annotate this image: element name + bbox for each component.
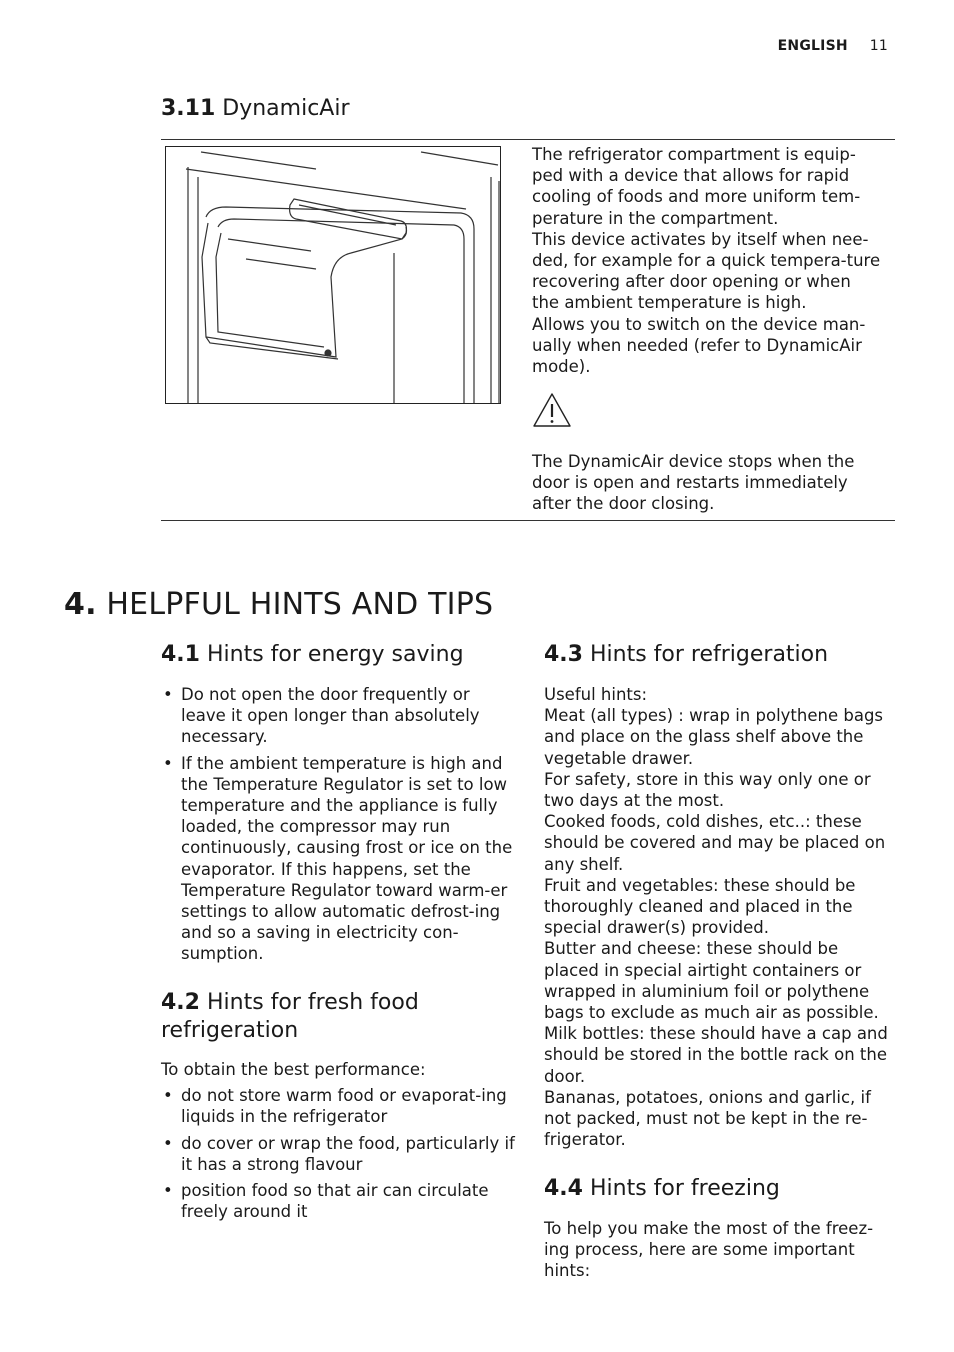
- paragraph: Bananas, potatoes, onions and garlic, if not packed, must not be kept in the re-frigerator.: [544, 1087, 871, 1150]
- paragraph: Milk bottles: these should have a cap and should be stored in the bottle rack on the door.: [544, 1024, 888, 1086]
- section-4-1-heading: [161, 642, 464, 667]
- dynamicair-device-illustration: [165, 146, 501, 404]
- list-item: • do cover or wrap the food, particularly if it has a strong flavour: [161, 1133, 516, 1175]
- paragraph: Cooked foods, cold dishes, etc..: these should be covered and may be placed on any shelf.: [544, 812, 886, 874]
- paragraph: This device activates by itself when nee-ded, for example for a quick tempera-ture recovering after door opening or when the ambient temperature is high.: [532, 229, 881, 313]
- paragraph: Fruit and vegetables: these should be thoroughly cleaned and placed in the special drawer(s) provided.: [544, 875, 856, 938]
- paragraph: Allows you to switch on the device man-ually when needed (refer to DynamicAir mode).: [532, 314, 866, 377]
- section-title: Hints for refrigeration: [589, 642, 829, 667]
- section-number: 4.2: [161, 990, 200, 1015]
- section-title: DynamicAir: [222, 96, 350, 121]
- section-title: Hints for fresh food refrigeration: [161, 990, 419, 1043]
- paragraph: Butter and cheese: these should be placed in special airtight containers or wrapped in aluminium foil or polythene bags to exclude as much air as possible.: [544, 939, 879, 1023]
- section-number: 4.4: [544, 1176, 583, 1201]
- header-language: ENGLISH: [777, 38, 848, 54]
- chapter-title: HELPFUL HINTS AND TIPS: [106, 587, 494, 622]
- section-3-11-heading: [161, 96, 350, 121]
- chapter-number: 4.: [64, 587, 97, 622]
- section-number: 3.11: [161, 96, 216, 121]
- section-3-11-description: [532, 144, 882, 377]
- section-4-4-body: To help you make the most of the freez-ing process, here are some important hints:: [544, 1219, 874, 1281]
- page-number: 11: [869, 38, 888, 54]
- section-4-1-body: [161, 684, 516, 970]
- paragraph: The refrigerator compartment is equip-ped with a device that allows for rapid cooling of foods and more uniform tem-perature in the compartment.: [532, 145, 861, 228]
- section-number: 4.1: [161, 642, 200, 667]
- chapter-heading: [64, 587, 493, 622]
- paragraph: Useful hints:: [544, 685, 648, 704]
- section-bottom-rule: [161, 520, 895, 521]
- section-4-4-heading: [544, 1176, 780, 1201]
- warning-text: The DynamicAir device stops when the door is open and restarts immediately after the door closing.: [532, 452, 855, 514]
- paragraph: Meat (all types) : wrap in polythene bags and place on the glass shelf above the vegetable drawer.: [544, 706, 884, 768]
- section-number: 4.3: [544, 642, 583, 667]
- section-title: Hints for energy saving: [206, 642, 464, 667]
- list-item: • Do not open the door frequently or leave it open longer than absolutely necessary.: [161, 684, 516, 748]
- section-title: Hints for freezing: [589, 1176, 780, 1201]
- section-4-3-body: [544, 684, 894, 1150]
- warning-triangle-icon: [532, 392, 572, 428]
- list-item: • do not store warm food or evaporat-ing liquids in the refrigerator: [161, 1085, 516, 1127]
- list-item: • If the ambient temperature is high and the Temperature Regulator is set to low temperature and the appliance is fully loaded, the compressor may run continuously, causing frost or ice on the evaporator. If this happens, set the Temperature Regulator toward warm-er settings to allow automatic defrost-ing and so a saving in electricity con-sumption.: [161, 753, 516, 965]
- section-4-2-heading: [161, 989, 491, 1045]
- intro-text: To obtain the best performance:: [161, 1060, 426, 1079]
- section-4-3-heading: [544, 642, 828, 667]
- paragraph: For safety, store in this way only one or two days at the most.: [544, 769, 871, 811]
- list-item: • position food so that air can circulate freely around it: [161, 1180, 516, 1222]
- section-top-rule: [161, 139, 895, 140]
- section-4-2-body: [161, 1059, 516, 1227]
- page-header: [778, 38, 888, 54]
